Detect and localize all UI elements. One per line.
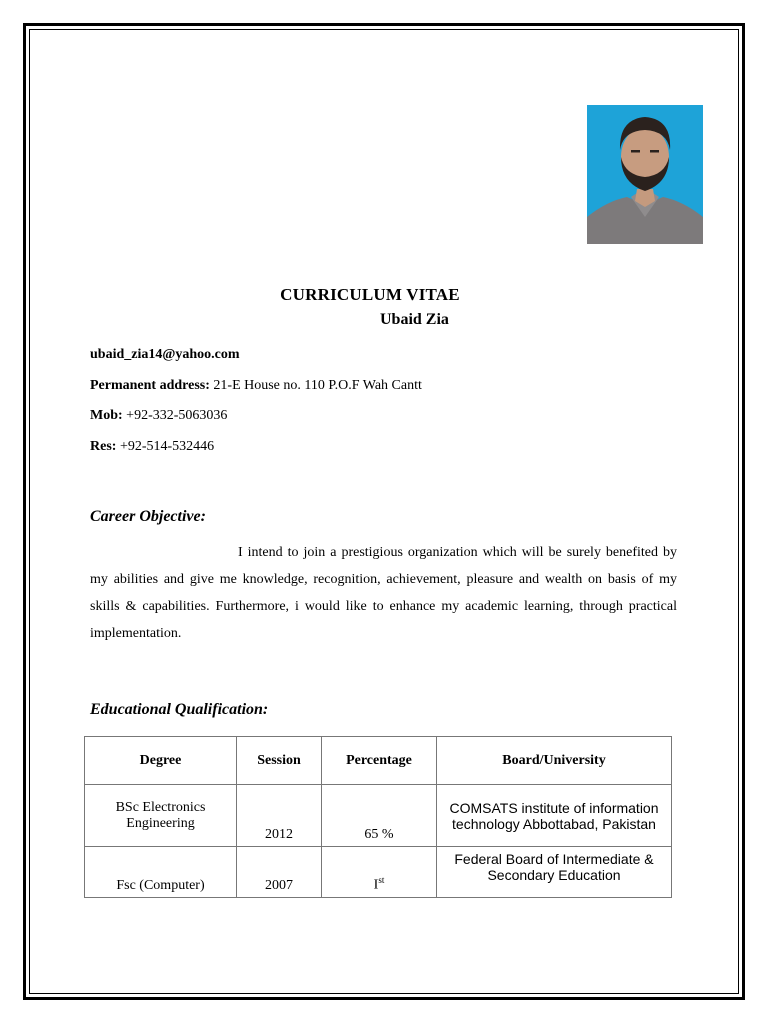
profile-photo-illustration	[587, 105, 703, 244]
mobile-label: Mob:	[90, 408, 123, 423]
column-header-board: Board/University	[437, 737, 672, 785]
percentage-superscript: st	[378, 875, 385, 886]
mobile-line	[90, 408, 227, 424]
address-line	[90, 378, 422, 394]
session-cell: 2012	[237, 785, 322, 847]
document-title: CURRICULUM VITAE	[280, 285, 460, 304]
column-header-session: Session	[237, 737, 322, 785]
residence-label: Res:	[90, 439, 117, 454]
residence-value: +92-514-532446	[116, 439, 215, 454]
percentage-cell: 65 %	[322, 785, 437, 847]
email-line	[90, 347, 240, 363]
session-cell: 2007	[237, 847, 322, 898]
email-value: ubaid_zia14@yahoo.com	[90, 347, 240, 362]
education-heading: Educational Qualification:	[90, 701, 269, 718]
address-value: 21-E House no. 110 P.O.F Wah Cantt	[209, 378, 422, 393]
board-cell: COMSATS institute of information technology Abbottabad, Pakistan	[437, 785, 672, 847]
career-objective-heading: Career Objective:	[90, 508, 206, 525]
profile-photo	[587, 105, 703, 244]
board-cell: Federal Board of Intermediate & Secondary Education	[437, 847, 672, 898]
percentage-cell	[322, 847, 437, 898]
degree-cell: BSc Electronics Engineering	[85, 785, 237, 847]
mobile-value: +92-332-5063036	[122, 408, 228, 423]
table-row	[85, 785, 672, 847]
career-objective-text: I intend to join a prestigious organization which will be surely benefited by my abilities and give me knowledge, recognition, achievement, pleasure and wealth on basis of my skills & capabilities. Furthermore, i would like to enhance my academic learning, through practical implementation.	[90, 545, 677, 641]
degree-cell: Fsc (Computer)	[85, 847, 237, 898]
percentage-value: I	[373, 878, 379, 893]
column-header-percentage: Percentage	[322, 737, 437, 785]
address-label: Permanent address:	[90, 378, 210, 393]
education-table	[84, 736, 672, 898]
candidate-name: Ubaid Zia	[380, 311, 449, 328]
residence-line	[90, 439, 214, 455]
column-header-degree: Degree	[85, 737, 237, 785]
table-row	[85, 847, 672, 898]
table-header-row	[85, 737, 672, 785]
